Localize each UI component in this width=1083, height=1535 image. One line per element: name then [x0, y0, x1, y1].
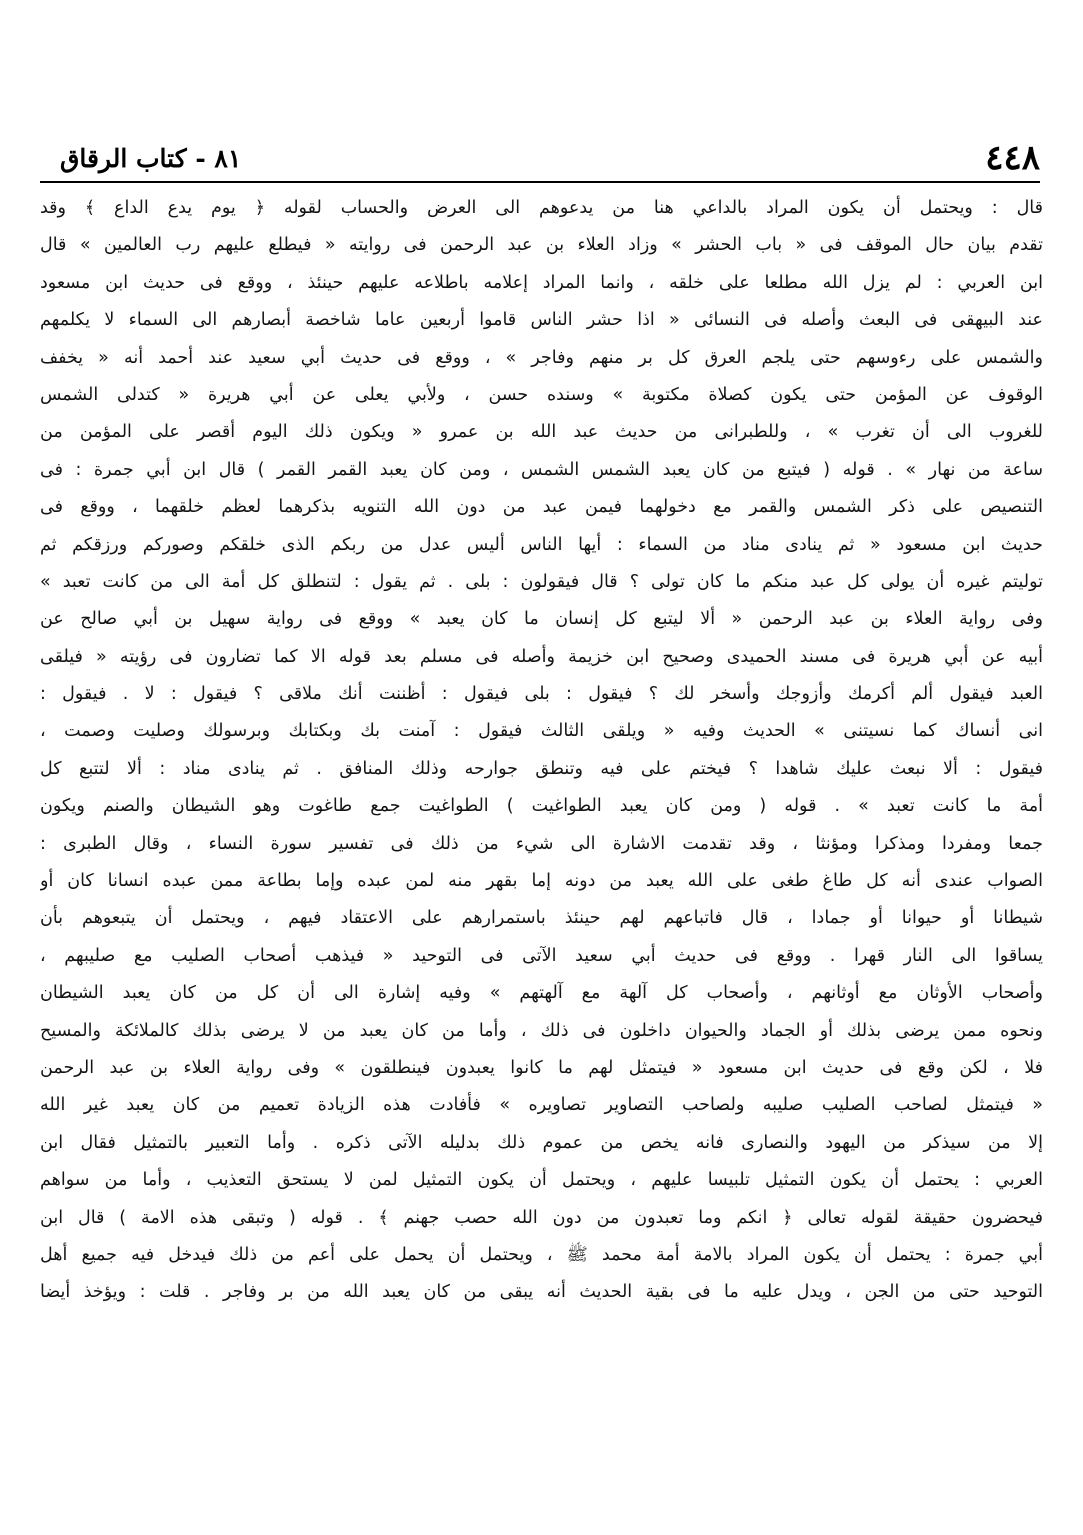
- text-line: جمعا ومفردا ومذكرا ومؤنثا ، وقد تقدمت الاشارة الى شيء من ذلك فى تفسير سورة النساء ، وقال الطبرى :: [40, 833, 1043, 854]
- text-line: فيقول : ألا نبعث عليك شاهدا ؟ فيختم على فيه وتنطق جوارحه وذلك المنافق . ثم ينادى مناد : ألا لتتبع كل: [40, 758, 1043, 779]
- text-line: ساعة من نهار » . قوله ( فيتبع من كان يعبد الشمس الشمس ، ومن كان يعبد القمر القمر ) قال ابن أبي جمرة : فى: [40, 459, 1043, 480]
- text-line: والشمس على رءوسهم حتى يلجم العرق كل بر منهم وفاجر » ، ووقع فى حديث أبي سعيد عند أحمد أنه « يخفف: [40, 347, 1043, 368]
- text-line: التنصيص على ذكر الشمس والقمر مع دخولهما فيمن عبد من دون الله التنويه بذكرهما لعظم خلقهما ، ووقع فى: [40, 497, 1043, 518]
- text-line: وفى رواية العلاء بن عبد الرحمن « ألا ليتبع كل إنسان ما كان يعبد » ووقع فى رواية سهيل بن أبي صالح عن: [40, 609, 1043, 630]
- text-line: العربي : يحتمل أن يكون التمثيل تلبيسا عليهم ، ويحتمل أن يكون التمثيل لمن لا يستحق التعذيب ، وأما من سواهم: [40, 1170, 1043, 1191]
- text-line: أبيه عن أبي هريرة فى مسند الحميدى وصحيح ابن خزيمة وأصله فى مسلم بعد قوله الا كما تضارون فى رؤيته « فيلقى: [40, 646, 1043, 667]
- text-line: عند البيهقى فى البعث وأصله فى النسائى « اذا حشر الناس قاموا أربعين عاما شاخصة أبصارهم الى السماء لا يكلمهم: [40, 310, 1043, 331]
- text-line: العبد فيقول ألم أكرمك وأزوجك وأسخر لك ؟ فيقول : بلى فيقول : أظننت أنك ملاقى ؟ فيقول : لا . فيقول :: [40, 684, 1043, 705]
- text-line: تقدم بيان حال الموقف فى « باب الحشر » وزاد العلاء بن عبد الرحمن فى روايته « فيطلع عليهم رب العالمين » قال: [40, 235, 1043, 256]
- text-line: إلا من سيذكر من اليهود والنصارى فانه يخص من عموم ذلك بدليله الآتى ذكره . وأما التعبير بالتمثيل فقال ابن: [40, 1132, 1043, 1153]
- text-line: ونحوه ممن يرضى بذلك أو الجماد والحيوان داخلون فى ذلك ، وأما من كان يعبد من لا يرضى بذلك كالملائكة والمسيح: [40, 1020, 1043, 1041]
- text-line: فيحضرون حقيقة لقوله تعالى ﴿ انكم وما تعبدون من دون الله حصب جهنم ﴾ . قوله ( وتبقى هذه الامة ) قال ابن: [40, 1207, 1043, 1228]
- text-line: الصواب عندى أنه كل طاغ طغى على الله يعبد من دونه إما بقهر منه لمن عبده وإما بطاعة ممن عبده انسانا كان أو: [40, 871, 1043, 892]
- text-line: للغروب الى أن تغرب » ، وللطبرانى من حديث عبد الله بن عمرو « ويكون ذلك اليوم أقصر على المؤمن من: [40, 422, 1043, 443]
- body-text: [40, 190, 1043, 1510]
- text-line: يساقوا الى النار قهرا . ووقع فى حديث أبي سعيد الآتى فى التوحيد « فيذهب أصحاب الصليب مع صليبهم ،: [40, 945, 1043, 966]
- text-line: توليتم غيره أن يولى كل عبد منكم ما كان تولى ؟ قال فيقولون : بلى . ثم يقول : لتنطلق كل أمة الى من كانت تعبد »: [40, 571, 1043, 592]
- page-header: [40, 138, 1040, 180]
- page-number: ٤٤٨: [985, 138, 1040, 178]
- header-divider: [40, 181, 1040, 183]
- chapter-title: ٨١ - كتاب الرقاق: [60, 144, 242, 173]
- text-line: ابن العربي : لم يزل الله مطلعا على خلقه ، وانما المراد إعلامه باطلاعه عليهم حينئذ ، ووقع فى حديث ابن مسعود: [40, 272, 1043, 293]
- text-line: قال : ويحتمل أن يكون المراد بالداعي هنا من يدعوهم الى العرض والحساب لقوله ﴿ يوم يدع الداع ﴾ وقد: [40, 198, 1043, 218]
- text-line: وأصحاب الأوثان مع أوثانهم ، وأصحاب كل آلهة مع آلهتهم » وفيه إشارة الى أن كل من كان يعبد الشيطان: [40, 983, 1043, 1004]
- text-line: فلا ، لكن وقع فى حديث ابن مسعود « فيتمثل لهم ما كانوا يعبدون فينطلقون » وفى رواية العلاء بن عبد الرحمن: [40, 1057, 1043, 1078]
- text-line: انى أنساك كما نسيتنى » الحديث وفيه « ويلقى الثالث فيقول : آمنت بك وبكتابك وبرسولك وصليت وصمت ،: [40, 721, 1043, 742]
- text-line: التوحيد حتى من الجن ، ويدل عليه ما فى بقية الحديث أنه يبقى من كان يعبد الله من بر وفاجر . قلت : ويؤخذ أيضا: [40, 1282, 1043, 1303]
- text-line: أمة ما كانت تعبد » . قوله ( ومن كان يعبد الطواغيت ) الطواغيت جمع طاغوت وهو الشيطان والصنم ويكون: [40, 796, 1043, 817]
- text-line: أبي جمرة : يحتمل أن يكون المراد بالامة أمة محمد ﷺ ، ويحتمل أن يحمل على أعم من ذلك فيدخل فيه جميع أهل: [40, 1244, 1043, 1265]
- text-line: شيطانا أو حيوانا أو جمادا ، قال فاتباعهم لهم حينئذ باستمرارهم على الاعتقاد فيهم ، ويحتمل أن يتبعوهم بأن: [40, 908, 1043, 929]
- text-line: الوقوف عن المؤمن حتى يكون كصلاة مكتوبة » وسنده حسن ، ولأبي يعلى عن أبي هريرة « كتدلى الشمس: [40, 384, 1043, 405]
- text-line: « فيتمثل لصاحب الصليب صليبه ولصاحب التصاوير تصاويره » فأفادت هذه الزيادة تعميم من كان يعبد غير الله: [40, 1095, 1043, 1116]
- text-line: حديث ابن مسعود « ثم ينادى مناد من السماء : أيها الناس أليس عدل من ربكم الذى خلقكم وصوركم ورزقكم ثم: [40, 534, 1043, 555]
